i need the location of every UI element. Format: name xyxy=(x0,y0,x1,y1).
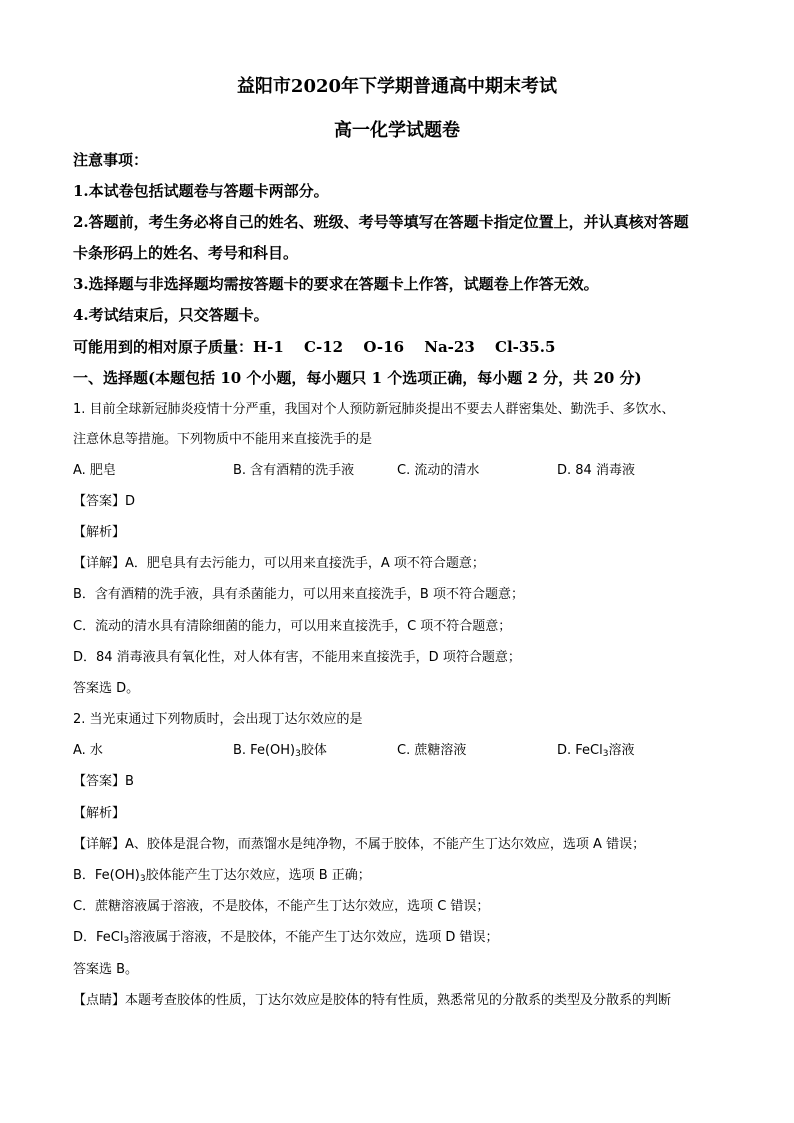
q1-stem-line-2: 注意休息等措施。下列物质中不能用来直接洗手的是 xyxy=(73,432,373,447)
q1-conclusion: 答案选 D。 xyxy=(73,681,140,696)
q2-analysis-tag: 【解析】 xyxy=(73,806,126,821)
q1-stem-line-1: 1. 目前全球新冠肺炎疫情十分严重，我国对个人预防新冠肺炎提出不要去人群密集处、勤洗手、多饮水、 xyxy=(73,402,675,417)
page-title: 益阳市2020年下学期普通高中期末考试 xyxy=(236,76,558,97)
q1-option-d: D. 84 消毒液 xyxy=(557,463,635,478)
q2-option-c: C. 蔗糖溶液 xyxy=(397,743,467,758)
q1-detail-d: D．84 消毒液具有氧化性，对人体有害，不能用来直接洗手，D 项符合题意； xyxy=(73,650,521,665)
section-heading: 一、选择题(本题包括 10 个小题，每小题只 1 个选项正确，每小题 2 分，共 20 分) xyxy=(73,369,642,387)
q2-option-d-formula: D. FeCl xyxy=(557,743,603,758)
q2-detail-d xyxy=(73,928,498,948)
atomic-masses: 可能用到的相对原子质量：H-1 C-12 O-16 Na-23 Cl-35.5 xyxy=(73,338,556,356)
q2-detail-d-text: 溶液属于溶液，不是胶体，不能产生丁达尔效应，选项 D 错误； xyxy=(129,930,499,945)
q1-detail-b: B．含有酒精的洗手液，具有杀菌能力，可以用来直接洗手，B 项不符合题意； xyxy=(73,587,524,602)
detail-tag: 【详解】 xyxy=(73,556,126,571)
note-item-2-cont: 卡条形码上的姓名、考号和科目。 xyxy=(73,244,299,262)
q2-option-b-formula: B. Fe(OH) xyxy=(233,743,296,758)
note-item-4: 4.考试结束后，只交答题卡。 xyxy=(73,306,269,324)
q2-option-b-subscript: 3 xyxy=(295,749,301,759)
q2-answer: B xyxy=(125,774,134,789)
page-subtitle: 高一化学试题卷 xyxy=(334,120,460,141)
q2-conclusion: 答案选 B。 xyxy=(73,962,139,977)
q1-option-a: A. 肥皂 xyxy=(73,463,116,478)
note-item-3: 3.选择题与非选择题均需按答题卡的要求在答题卡上作答，试题卷上作答无效。 xyxy=(73,275,599,293)
q2-detail-c: C．蔗糖溶液属于溶液，不是胶体，不能产生丁达尔效应，选项 C 错误； xyxy=(73,899,490,914)
q2-detail-a-line xyxy=(73,835,645,855)
q1-detail-c: C．流动的清水具有清除细菌的能力，可以用来直接洗手，C 项不符合题意； xyxy=(73,619,512,634)
q2-option-d-text: 溶液 xyxy=(608,743,635,758)
q2-detail-b-formula: B．Fe(OH) xyxy=(73,868,140,883)
q2-comment: 本题考查胶体的性质，丁达尔效应是胶体的特有性质，熟悉常见的分散系的类型及分散系的判断 xyxy=(125,993,672,1008)
q2-stem: 2. 当光束通过下列物质时，会出现丁达尔效应的是 xyxy=(73,712,363,727)
q2-option-d-subscript: 3 xyxy=(602,749,609,759)
q1-detail-a-line xyxy=(73,554,485,574)
q1-detail-a: A．肥皂具有去污能力，可以用来直接洗手，A 项不符合题意； xyxy=(125,556,485,571)
answer-tag: 【答案】 xyxy=(73,494,126,509)
answer-tag: 【答案】 xyxy=(73,774,126,789)
q1-answer-line xyxy=(73,492,135,512)
q2-detail-a: A、胶体是混合物，而蒸馏水是纯净物，不属于胶体，不能产生丁达尔效应，选项 A 错误； xyxy=(125,837,646,852)
q1-option-c: C. 流动的清水 xyxy=(397,463,480,478)
q2-option-d xyxy=(557,741,634,761)
q2-detail-d-formula: D．FeCl xyxy=(73,930,124,945)
comment-tag: 【点睛】 xyxy=(73,993,126,1008)
q2-detail-b-text: 胶体能产生丁达尔效应，选项 B 正确； xyxy=(145,868,371,883)
q2-answer-line xyxy=(73,772,134,792)
note-item-2: 2.答题前，考生务必将自己的姓名、班级、考号等填写在答题卡指定位置上，并认真核对答题 xyxy=(73,213,689,231)
note-item-1: 1.本试卷包括试题卷与答题卡两部分。 xyxy=(73,182,329,200)
notes-heading: 注意事项： xyxy=(73,151,149,169)
q2-option-a: A. 水 xyxy=(73,743,103,758)
q2-option-b xyxy=(233,741,327,761)
q2-option-b-text: 胶体 xyxy=(300,743,327,758)
q1-option-b: B. 含有酒精的洗手液 xyxy=(233,463,355,478)
detail-tag: 【详解】 xyxy=(73,837,126,852)
q2-detail-d-subscript: 3 xyxy=(123,936,130,946)
q2-detail-b xyxy=(73,866,371,886)
q1-answer: D xyxy=(125,494,136,509)
q2-detail-b-subscript: 3 xyxy=(139,874,146,884)
q2-comment-line xyxy=(73,991,671,1011)
q1-analysis-tag: 【解析】 xyxy=(73,525,126,540)
